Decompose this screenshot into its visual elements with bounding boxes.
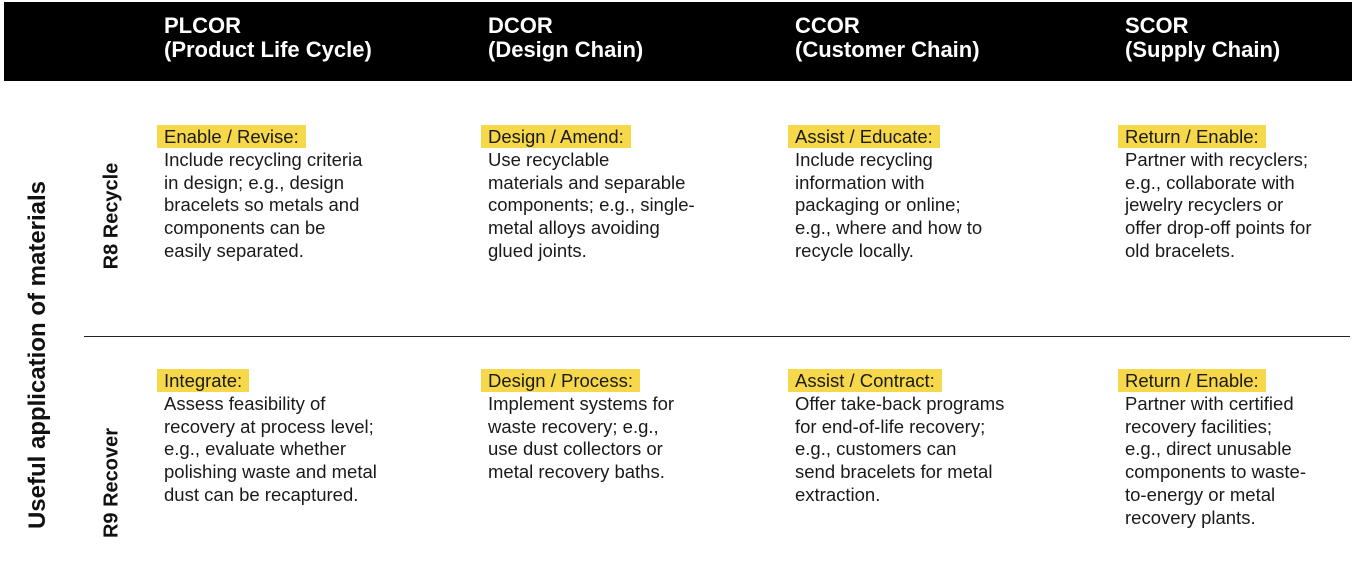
highlight-tag: Return / Enable: <box>1118 125 1266 148</box>
highlight-tag: Enable / Revise: <box>157 125 306 148</box>
highlight-tag: Return / Enable: <box>1118 369 1266 392</box>
cell-text: Include recycling criteria in design; e.g., design bracelets so metals and components can be easily separated. <box>164 148 363 261</box>
column-name: (Supply Chain) <box>1125 37 1281 62</box>
cell-r8-ccor <box>795 125 1055 263</box>
highlight-tag: Design / Amend: <box>481 125 631 148</box>
cell-text: Offer take-back programs for end-of-life recovery; e.g., customers can send bracelets for metal extraction. <box>795 392 1005 505</box>
cell-r9-ccor <box>795 369 1055 507</box>
cell-r9-dcor <box>488 369 748 484</box>
cell-r9-plcor <box>164 369 424 507</box>
column-header-ccor <box>795 14 980 62</box>
highlight-tag: Assist / Contract: <box>788 369 942 392</box>
column-header-dcor <box>488 14 643 62</box>
column-name: (Customer Chain) <box>795 37 980 62</box>
cell-text: Partner with certified recovery facilities; e.g., direct unusable components to waste- to-energy or metal recovery plants. <box>1125 392 1306 528</box>
row-divider <box>84 336 1350 337</box>
column-code: PLCOR <box>164 13 241 38</box>
cell-text: Partner with recyclers; e.g., collaborate with jewelry recyclers or offer drop-off points for old bracelets. <box>1125 148 1312 261</box>
side-label: Useful application of materials <box>24 180 51 530</box>
column-code: CCOR <box>795 13 860 38</box>
column-code: DCOR <box>488 13 553 38</box>
column-header-scor <box>1125 14 1280 62</box>
row-label-r9: R9 Recover <box>100 427 123 539</box>
column-code: SCOR <box>1125 13 1189 38</box>
cell-text: Assess feasibility of recovery at process level; e.g., evaluate whether polishing waste and metal dust can be recaptured. <box>164 392 377 505</box>
highlight-tag: Design / Process: <box>481 369 640 392</box>
highlight-tag: Assist / Educate: <box>788 125 940 148</box>
cell-text: Implement systems for waste recovery; e.g., use dust collectors or metal recovery baths. <box>488 392 675 483</box>
highlight-tag: Integrate: <box>157 369 249 392</box>
cell-text: Include recycling information with packaging or online; e.g., where and how to recycle locally. <box>795 148 983 261</box>
column-name: (Design Chain) <box>488 37 644 62</box>
column-name: (Product Life Cycle) <box>164 37 372 62</box>
cell-r9-scor <box>1125 369 1353 530</box>
cell-r8-dcor <box>488 125 748 263</box>
cell-text: Use recyclable materials and separable components; e.g., single- metal alloys avoiding glued joints. <box>488 148 695 261</box>
column-header-plcor <box>164 14 372 62</box>
cell-r8-scor <box>1125 125 1353 263</box>
row-label-r8: R8 Recycle <box>100 162 123 270</box>
cell-r8-plcor <box>164 125 424 263</box>
